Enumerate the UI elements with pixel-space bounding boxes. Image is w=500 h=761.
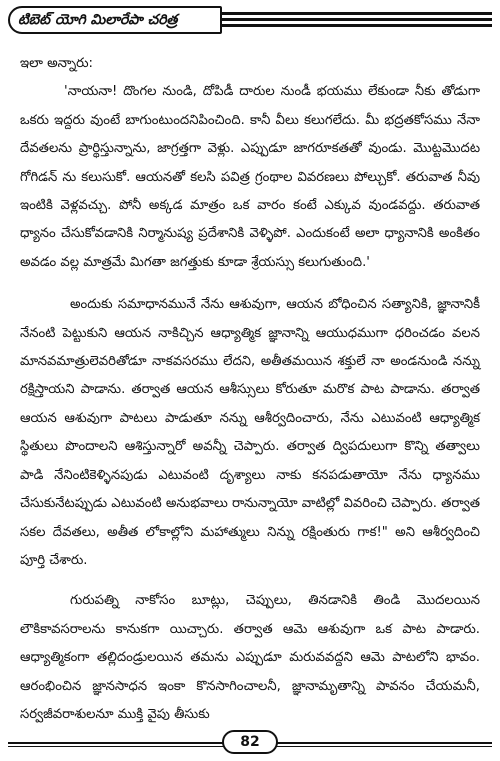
header-rule (222, 12, 492, 15)
header-rule (222, 18, 492, 21)
body-paragraph: అందుకు సమాధానమునే నేను ఆశువుగా, ఆయన బోధించిన సత్యానికి, జ్ఞానానికీ నేనంటి పెట్టుకుని ఆయన నాకిచ్చిన ఆధ్యాత్మిక జ్ఞానాన్ని ఆయుధముగా ధరించడం వలన మానవమాత్రులెవరితోడూ నాకవసరము లేదని, అతీతమయిన శక్తులే నా అండనుండి నన్ను రక్షిస్తాయని పాడాను. తర్వాత ఆయన ఆశీస్సులు కోరుతూ మరొక పాట పాడాను. తర్వాత ఆయన ఆశువుగా పాటలు పాడుతూ నన్ను ఆశీర్వదించారు, నేను ఎటువంటి ఆధ్యాత్మిక స్థితులు పొందాలని ఆశిస్తున్నారో అవన్నీ చెప్పారు. తర్వాత ద్విపదులుగా కొన్ని తత్వాలు పాడి నేనింటికెళ్ళినపుడు ఎటువంటి దృశ్యాలు నాకు కనపడుతాయో నేను ధ్యానము చేసుకునేటప్పుడు ఎటువంటి అనుభవాలు రానున్నాయో వాటిల్లో వివరించి చెప్పారు. తర్వాత సకల దేవతలు, అతీత లోకాల్లోని మహాత్ములు నిన్ను రక్షింతురు గాక!" అని ఆశీర్వదించి పూర్తి చేశారు. (20, 297, 480, 568)
body-paragraph: గురుపత్ని నాకోసం బూట్లు, చెప్పులు, తినడానికి తిండి మొదలయిన లౌకికావసరాలను కానుకగా యిచ్చారు. తర్వాత ఆమె ఆశువుగా ఒక పాట పాడారు. ఆధ్యాత్మికంగా తల్లిదండ్రులయిన తమను ఎప్పుడూ మరువవద్దని ఆమె పాటలోని భావం. ఆరంభించిన జ్ఞానసాధన ఇంకా కొనసాగించాలనీ, జ్ఞానామృతాన్ని పావనం చేయమనీ, సర్వజీవరాశులనూ ముక్తి వైపు తీసుకు (20, 593, 480, 722)
quote-paragraph: 'నాయనా! దొంగల నుండి, దోపిడీ దారుల నుండీ భయము లేకుండా నీకు తోడుగా ఒకరు ఇద్దరు వుంటే బాగుంటుందనిపించింది. కానీ వీలు కలుగలేదు. మీ భద్రతకోసము నేనా దేవతలను ప్రార్థిస్తున్నాను, జాగ్రత్తగా వెళ్లు. ఎప్పుడూ జాగరూకతతో వుండు. మొట్టమొదట గోగిడన్ ను కలుసుకో. ఆయనతో కలసి పవిత్ర గ్రంథాల వివరణలు పోల్చుకో. తరువాత నీవు ఇంటికి వెళ్లవచ్చు. పోనీ అక్కడ మాత్రం ఒక వారం కంటే ఎక్కువ వుండవద్దు. తరువాత ధ్యానం చేసుకోవడానికి నిర్మానుష్య ప్రదేశానికి వెళ్ళిపో. ఎందుకంటే అలా ధ్యానానికి అంకితం అవడం వల్ల మాత్రమే మిగతా జగత్తుకు కూడా శ్రేయస్సు కలుగుతుంది.' (20, 84, 480, 270)
header-rules (222, 12, 492, 28)
page-body (20, 50, 480, 741)
header-title: టిబెట్ యోగి మిలారేపా చరిత్ర (8, 6, 222, 34)
page-number: 82 (222, 730, 278, 754)
header-rule (222, 24, 492, 27)
running-header (8, 6, 492, 36)
page-footer (8, 730, 492, 756)
intro-line: ఇలా అన్నారు: (20, 56, 93, 71)
